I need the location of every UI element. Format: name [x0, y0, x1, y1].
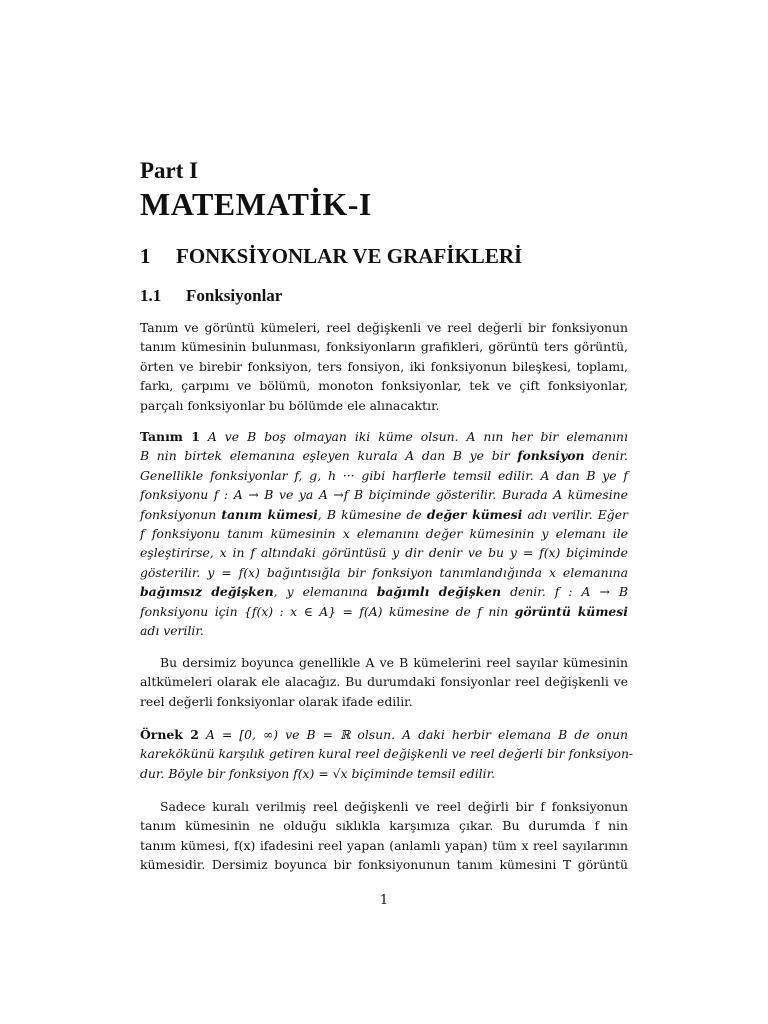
definition-line: fonksiyonun tanım kümesi, B kümesine de değer kümesi adı verilir. Eğer [140, 506, 628, 522]
paragraph-line: Bu dersimiz boyunca genellikle A ve B kümelerini reel sayılar kümesinin [160, 655, 628, 670]
example-line: Örnek 2 A = [0, ∞) ve B = ℝ olsun. A daki herbir elemana B de onun [140, 727, 628, 742]
example-line: karekökünü karşılık getiren kural reel değişkenli ve reel değerli bir fonksiyon- [140, 746, 634, 762]
example-block [140, 725, 634, 783]
paragraph-3 [140, 797, 628, 875]
definition-line: fonksiyonu f : A → B ve ya A →f B biçiminde gösterilir. Burada A kümesine [140, 487, 628, 503]
term-fonksiyon: fonksiyon [517, 448, 585, 464]
definition-line: fonksiyonu için {f(x) : x ∈ A} = f(A) kümesine de f nin görüntü kümesi [140, 603, 628, 619]
subsection-heading [140, 286, 282, 306]
subsection-number: 1.1 [140, 286, 162, 305]
intro-line: örten ve birebir fonksiyon, ters fonsiyon, iki fonksiyonun bileşkesi, toplamı, [140, 358, 628, 374]
paragraph-line: reel değerli fonksiyonlar olarak ifade edilir. [140, 693, 413, 709]
definition-block [140, 427, 628, 640]
page-number: 1 [379, 893, 389, 908]
paper-page [140, 0, 634, 1024]
chapter-title: MATEMATİK-I [140, 186, 372, 222]
section-title: FONKSİYONLAR VE GRAFİKLERİ [176, 244, 523, 268]
intro-line: farkı, çarpımı ve bölümü, monoton fonksiyonlar, tek ve çift fonksiyonlar, [140, 378, 628, 394]
definition-label: Tanım 1 [140, 429, 200, 444]
term-bagimli-degisken: bağımlı değişken [376, 584, 502, 600]
part-heading: Part I [140, 158, 199, 183]
paragraph-2 [140, 653, 628, 711]
subsection-title: Fonksiyonlar [186, 286, 283, 305]
intro-line: tanım kümesinin bulunması, fonksiyonların grafikleri, görüntü ters görüntü, [140, 339, 628, 355]
example-label: Örnek 2 [140, 727, 199, 742]
definition-line: f fonksiyonu tanım kümesinin x elemanını değer kümesinin y elemanı ile [140, 526, 628, 542]
intro-paragraph [140, 318, 628, 415]
paragraph-line: tanım kümesi, f(x) ifadesini reel yapan (anlamlı yapan) tüm x reel sayılarının [140, 837, 628, 853]
section-number: 1 [140, 244, 151, 268]
term-tanim-kumesi: tanım kümesi [221, 506, 318, 522]
term-bagimsiz-degisken: bağımsız değişken [140, 584, 274, 600]
definition-line: gösterilir. y = f(x) bağıntısığla bir fonksiyon tanımlandığında x elemanına [140, 564, 628, 580]
definition-line: eşleştirirse, x in f altındaki görüntüsü y dir denir ve bu y = f(x) biçiminde [140, 545, 628, 561]
paragraph-line: kümesidir. Dersimiz boyunca bir fonksiyonunun tanım kümesini T görüntü [140, 857, 628, 873]
paragraph-line: altkümeleri olarak ele alacağız. Bu durumdaki fonsiyonlar reel değişkenli ve [140, 674, 628, 690]
definition-line: B nin birtek elemanına eşleyen kurala A dan B ye bir fonksiyon denir. [140, 448, 628, 464]
intro-line: parçalı fonksiyonlar bu bölümde ele alınacaktır. [140, 397, 440, 413]
term-deger-kumesi: değer kümesi [426, 506, 523, 522]
definition-line: bağımsız değişken, y elemanına bağımlı değişken denir. f : A → B [140, 584, 628, 600]
section-heading [140, 244, 522, 269]
term-goruntu-kumesi: görüntü kümesi [514, 603, 628, 619]
definition-line: adı verilir. [140, 623, 204, 639]
example-line: dur. Böyle bir fonksiyon f(x) = √x biçiminde temsil edilir. [140, 765, 496, 781]
intro-line: Tanım ve görüntü kümeleri, reel değişkenli ve reel değerli bir fonksiyonun [140, 320, 628, 335]
definition-line: Tanım 1 A ve B boş olmayan iki küme olsun. A nın her bir elemanını [140, 429, 628, 444]
definition-line: Genellikle fonksiyonlar f, g, h ··· gibi harflerle temsil edilir. A dan B ye f [140, 467, 628, 483]
paragraph-line: tanım kümesinin ne olduğu sıklıkla karşımıza çıkar. Bu durumda f nin [140, 818, 628, 834]
paragraph-line: Sadece kuralı verilmiş reel değişkenli ve reel değirli bir f fonksiyonun [160, 799, 628, 814]
